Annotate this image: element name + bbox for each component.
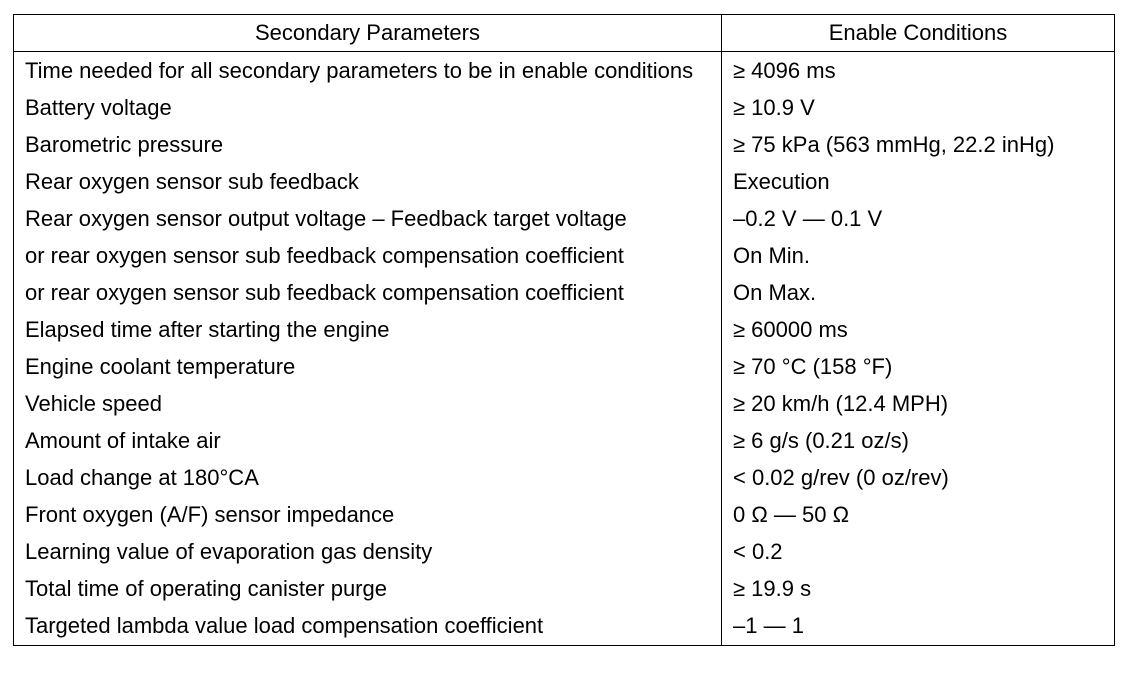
header-secondary-parameters: Secondary Parameters [14, 15, 722, 52]
table-row [14, 349, 1115, 386]
table-row [14, 497, 1115, 534]
condition-cell: < 0.2 [733, 539, 783, 564]
parameter-cell: or rear oxygen sensor sub feedback compensation coefficient [14, 275, 722, 312]
parameter-cell: Elapsed time after starting the engine [14, 312, 722, 349]
parameter-cell: Total time of operating canister purge [14, 571, 722, 608]
parameter-cell: Time needed for all secondary parameters to be in enable conditions [14, 52, 722, 91]
condition-cell: On Max. [733, 280, 817, 305]
table-row [14, 312, 1115, 349]
condition-cell: ≥ 20 km/h (12.4 MPH) [733, 391, 949, 416]
parameter-cell: Targeted lambda value load compensation coefficient [14, 608, 722, 646]
table-row [14, 534, 1115, 571]
table-row [14, 608, 1115, 646]
enable-conditions-table-wrapper [13, 14, 1114, 646]
parameter-cell: Battery voltage [14, 90, 722, 127]
condition-cell: ≥ 6 g/s (0.21 oz/s) [733, 428, 909, 453]
header-enable-conditions: Enable Conditions [722, 15, 1115, 52]
table-row [14, 238, 1115, 275]
table-row [14, 127, 1115, 164]
table-row [14, 275, 1115, 312]
table-body [14, 52, 1115, 646]
parameter-cell: Rear oxygen sensor sub feedback [14, 164, 722, 201]
parameter-cell: Vehicle speed [14, 386, 722, 423]
condition-cell: –1 — 1 [733, 613, 804, 638]
parameter-cell: Rear oxygen sensor output voltage – Feedback target voltage [14, 201, 722, 238]
parameter-cell: or rear oxygen sensor sub feedback compensation coefficient [14, 238, 722, 275]
condition-cell: On Min. [733, 243, 811, 268]
condition-cell: 0 Ω — 50 Ω [733, 502, 850, 527]
condition-cell: ≥ 4096 ms [733, 58, 836, 83]
table-row [14, 90, 1115, 127]
table-row [14, 201, 1115, 238]
parameter-cell: Amount of intake air [14, 423, 722, 460]
enable-conditions-table [13, 14, 1115, 646]
parameter-cell: Engine coolant temperature [14, 349, 722, 386]
table-row [14, 423, 1115, 460]
table-row [14, 571, 1115, 608]
parameter-cell: Learning value of evaporation gas density [14, 534, 722, 571]
parameter-cell: Load change at 180°CA [14, 460, 722, 497]
table-row [14, 386, 1115, 423]
table-row [14, 164, 1115, 201]
parameter-cell: Barometric pressure [14, 127, 722, 164]
condition-cell: ≥ 60000 ms [733, 317, 848, 342]
condition-cell: < 0.02 g/rev (0 oz/rev) [733, 465, 949, 490]
condition-cell: Execution [733, 169, 830, 194]
condition-cell: ≥ 10.9 V [733, 95, 815, 120]
condition-cell: ≥ 19.9 s [733, 576, 812, 601]
table-row [14, 460, 1115, 497]
condition-cell: ≥ 75 kPa (563 mmHg, 22.2 inHg) [733, 132, 1055, 157]
condition-cell: –0.2 V — 0.1 V [733, 206, 883, 231]
parameter-cell: Front oxygen (A/F) sensor impedance [14, 497, 722, 534]
condition-cell: ≥ 70 °C (158 °F) [733, 354, 893, 379]
table-header-row [14, 15, 1115, 52]
table-row [14, 52, 1115, 91]
